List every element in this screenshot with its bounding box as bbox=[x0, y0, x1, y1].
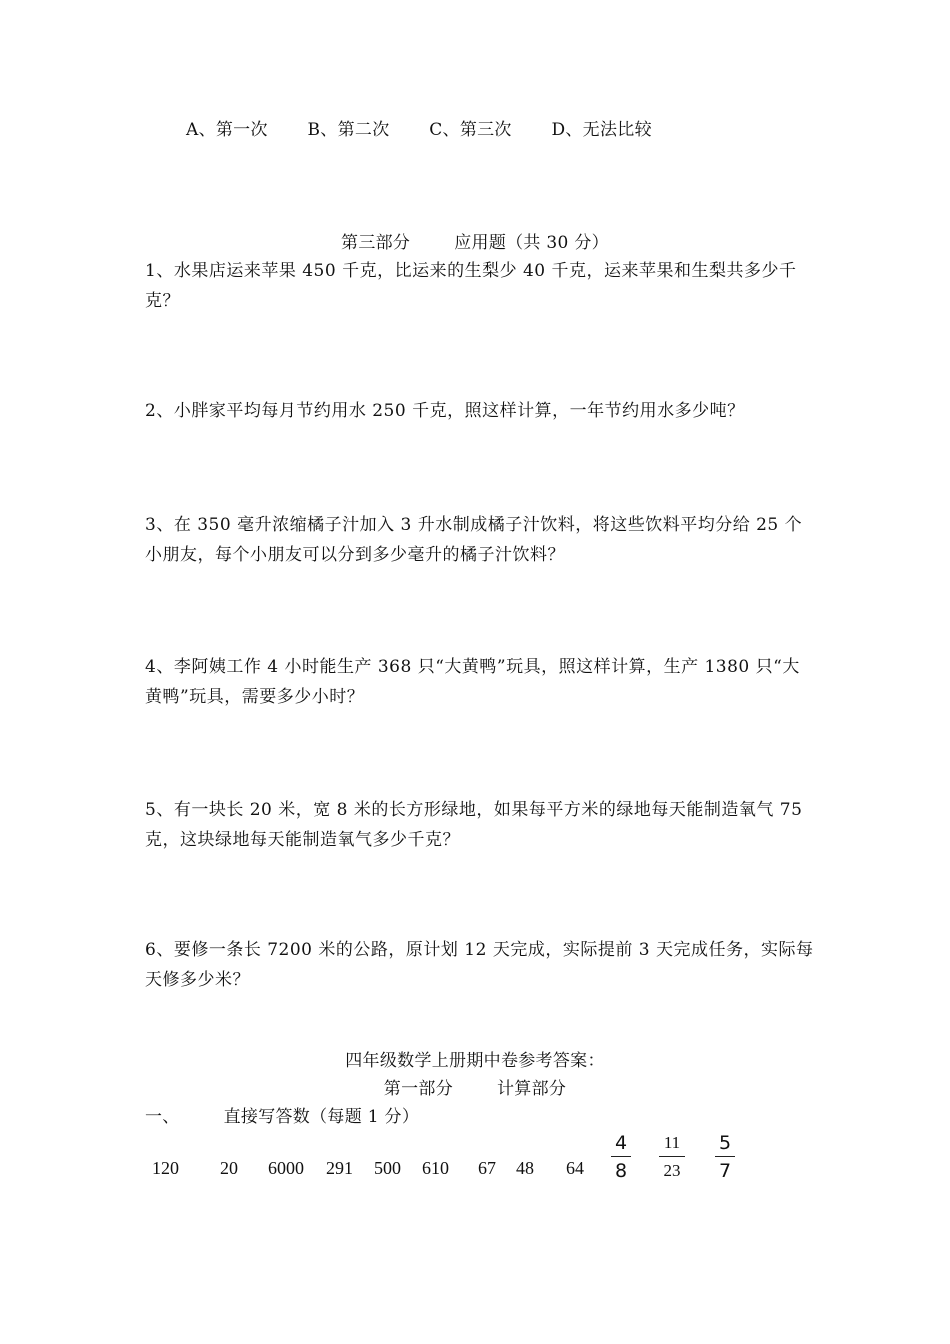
fraction-2 bbox=[659, 1133, 685, 1181]
choice-a: A、第一次 bbox=[186, 120, 268, 140]
answer-3: 6000 bbox=[268, 1158, 304, 1178]
question-4: 4、李阿姨工作 4 小时能生产 368 只“大黄鸭”玩具，照这样计算，生产 1380 只“大黄鸭”玩具，需要多少小时？ bbox=[145, 657, 800, 707]
answer-2: 20 bbox=[220, 1158, 238, 1178]
section1-number: 一、 bbox=[145, 1107, 180, 1127]
answer-7: 67 bbox=[478, 1158, 496, 1178]
fraction-3-numerator: 5 bbox=[718, 1132, 732, 1154]
fraction-1-denominator: 8 bbox=[614, 1160, 628, 1182]
question-1: 1、水果店运来苹果 450 千克，比运来的生梨少 40 千克，运来苹果和生梨共多少千克？ bbox=[145, 261, 797, 311]
answer-9: 64 bbox=[566, 1158, 584, 1178]
section1-heading bbox=[145, 1103, 419, 1131]
fraction-2-numerator: 11 bbox=[663, 1133, 681, 1152]
part1-title: 计算部分 bbox=[497, 1079, 567, 1099]
answer-6: 610 bbox=[422, 1158, 449, 1178]
fraction-2-denominator: 23 bbox=[663, 1161, 681, 1180]
answer-4: 291 bbox=[326, 1158, 353, 1178]
question-6: 6、要修一条长 7200 米的公路，原计划 12 天完成，实际提前 3 天完成任务，实际每天修多少米？ bbox=[145, 940, 814, 990]
section1-title: 直接写答数（每题 1 分） bbox=[223, 1107, 420, 1127]
question-2: 2、小胖家平均每月节约用水 250 千克，照这样计算，一年节约用水多少吨？ bbox=[145, 401, 745, 421]
part3-heading-title: 应用题（共 30 分） bbox=[454, 233, 609, 253]
question-3: 3、在 350 毫升浓缩橘子汁加入 3 升水制成橘子汁饮料，将这些饮料平均分给 25 个小朋友，每个小朋友可以分到多少毫升的橘子汁饮料？ bbox=[145, 515, 803, 565]
choice-b: B、第二次 bbox=[307, 120, 390, 140]
fraction-3-denominator: 7 bbox=[718, 1160, 732, 1182]
fraction-3 bbox=[715, 1133, 735, 1181]
answer-8: 48 bbox=[516, 1158, 534, 1178]
question-5: 5、有一块长 20 米，宽 8 米的长方形绿地，如果每平方米的绿地每天能制造氧气 75 克，这块绿地每天能制造氧气多少千克？ bbox=[145, 800, 803, 850]
part1-label: 第一部分 bbox=[383, 1079, 453, 1099]
fraction-bar bbox=[659, 1156, 685, 1157]
part3-heading-part: 第三部分 bbox=[341, 233, 411, 253]
choice-c: C、第三次 bbox=[429, 120, 512, 140]
fraction-1 bbox=[611, 1133, 631, 1181]
answer-key-title: 四年级数学上册期中卷参考答案： bbox=[345, 1051, 605, 1071]
fraction-bar bbox=[715, 1156, 735, 1157]
fraction-1-numerator: 4 bbox=[614, 1132, 628, 1154]
answer-1: 120 bbox=[152, 1158, 179, 1178]
fraction-bar bbox=[611, 1156, 631, 1157]
choice-d: D、无法比较 bbox=[551, 120, 652, 140]
choice-options bbox=[186, 116, 686, 144]
answer-5: 500 bbox=[374, 1158, 401, 1178]
answer-key-part1-heading bbox=[0, 1075, 950, 1103]
part3-heading bbox=[0, 229, 950, 257]
